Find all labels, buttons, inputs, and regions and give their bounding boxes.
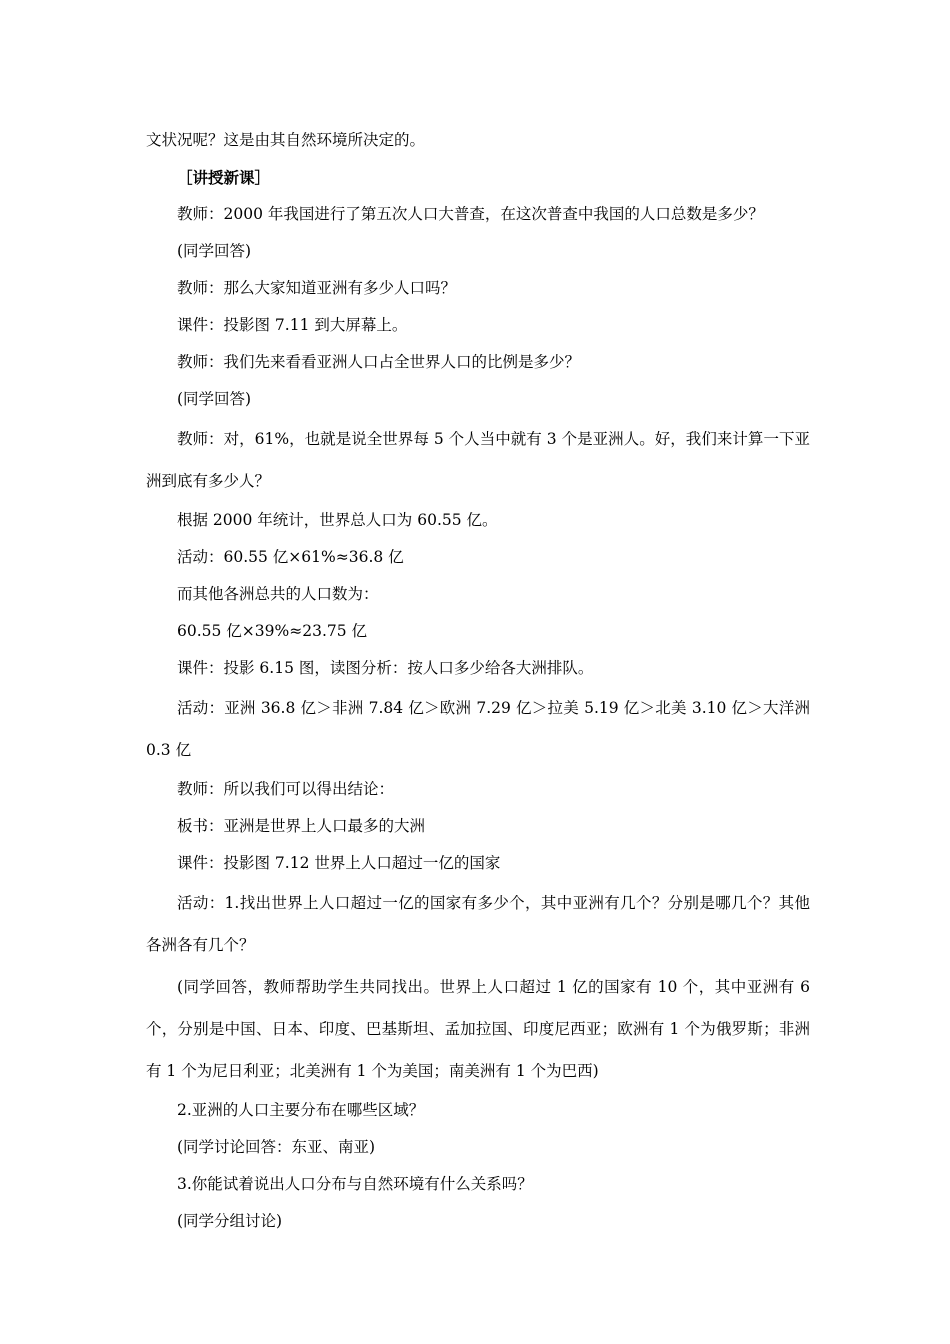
paragraph: 教师：2000 年我国进行了第五次人口大普查，在这次普查中我国的人口总数是多少？ bbox=[177, 205, 764, 223]
paragraph: 而其他各洲总共的人口数为： bbox=[177, 585, 379, 603]
paragraph: 教师：所以我们可以得出结论： bbox=[177, 780, 395, 798]
paragraph: 教师：我们先来看看亚洲人口占全世界人口的比例是多少？ bbox=[177, 353, 581, 371]
paragraph: (同学分组讨论) bbox=[177, 1212, 283, 1230]
paragraph: (同学回答) bbox=[177, 242, 252, 260]
paragraph: (同学回答，教师帮助学生共同找出。世界上人口超过 1 亿的国家有 10 个，其中亚洲有 6 个，分别是中国、日本、印度、巴基斯坦、孟加拉国、印度尼西亚；欧洲有 1 个为俄罗斯；非洲有 1 个为尼日利亚；北美洲有 1 个为美国；南美洲有 1 个为巴西) bbox=[146, 978, 810, 1080]
paragraph: 课件：投影 6.15 图，读图分析：按人口多少给各大洲排队。 bbox=[177, 659, 594, 677]
paragraph: (同学回答) bbox=[177, 390, 252, 408]
paragraph: 3.你能试着说出人口分布与自然环境有什么关系吗？ bbox=[177, 1175, 533, 1193]
paragraph: (同学讨论回答：东亚、南亚) bbox=[177, 1138, 376, 1156]
paragraph: 活动：亚洲 36.8 亿＞非洲 7.84 亿＞欧洲 7.29 亿＞拉美 5.19 亿＞北美 3.10 亿＞大洋洲 0.3 亿 bbox=[146, 699, 810, 759]
paragraph: 教师：那么大家知道亚洲有多少人口吗？ bbox=[177, 279, 457, 297]
paragraph: 根据 2000 年统计，世界总人口为 60.55 亿。 bbox=[177, 511, 498, 529]
paragraph: 教师：对，61%，也就是说全世界每 5 个人当中就有 3 个是亚洲人。好，我们来计算一下亚洲到底有多少人？ bbox=[146, 430, 810, 490]
paragraph: 活动：60.55 亿×61%≈36.8 亿 bbox=[177, 548, 404, 566]
paragraph: 活动：1.找出世界上人口超过一亿的国家有多少个，其中亚洲有几个？分别是哪几个？其他各洲各有几个？ bbox=[146, 894, 810, 954]
paragraph: 课件：投影图 7.12 世界上人口超过一亿的国家 bbox=[177, 854, 501, 872]
document-body bbox=[146, 122, 810, 1240]
section-heading: ［讲授新课］ bbox=[177, 168, 271, 187]
paragraph: 板书：亚洲是世界上人口最多的大洲 bbox=[177, 817, 426, 835]
paragraph: 课件：投影图 7.11 到大屏幕上。 bbox=[177, 316, 408, 334]
paragraph: 2.亚洲的人口主要分布在哪些区域？ bbox=[177, 1101, 425, 1119]
paragraph: 文状况呢？这是由其自然环境所决定的。 bbox=[146, 131, 426, 149]
paragraph: 60.55 亿×39%≈23.75 亿 bbox=[177, 622, 368, 640]
